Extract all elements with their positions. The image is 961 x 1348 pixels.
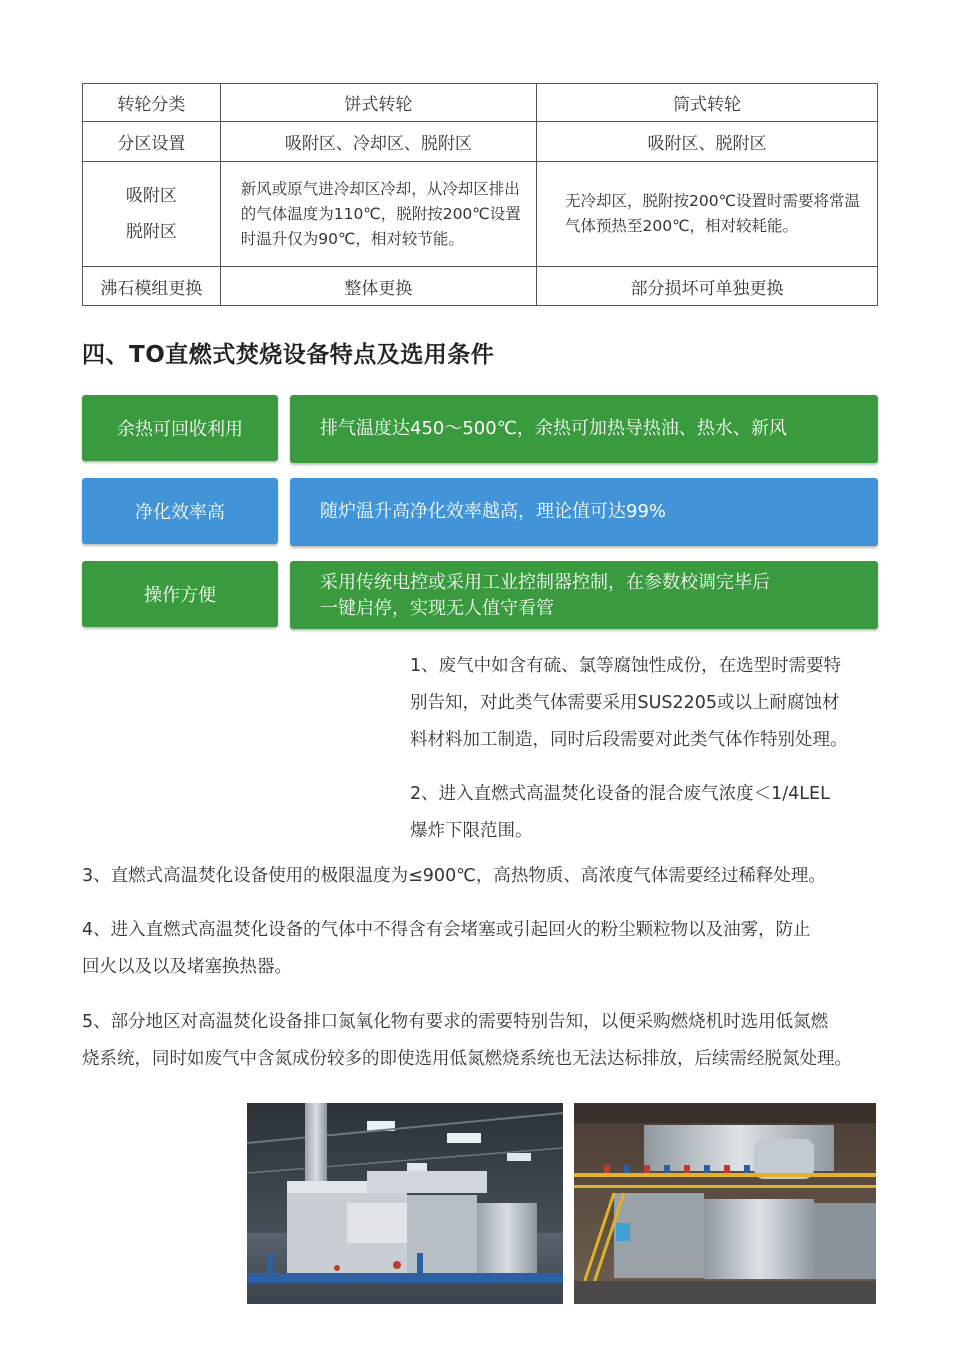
table-cell: 无冷却区，脱附按200℃设置时需要将常温气体预热至200℃，相对较耗能。: [536, 162, 877, 267]
equipment-photo-1: [247, 1103, 563, 1304]
table-header-cell: 饼式转轮: [220, 84, 536, 122]
feature-row: [82, 478, 878, 546]
note-5: [82, 1004, 882, 1078]
desorption-zone-label: 脱附区: [125, 222, 177, 242]
table-cell: 吸附区、冷却区、脱附区: [220, 122, 536, 162]
table-row: [83, 122, 878, 162]
note-line: 2、进入直燃式高温焚化设备的混合废气浓度＜1/4LEL: [410, 784, 830, 804]
table-row: [83, 267, 878, 306]
feature-row: [82, 561, 878, 629]
note-line: 4、进入直燃式高温焚化设备的气体中不得含有会堵塞或引起回火的粉尘颗粒物以及油雾，防止: [82, 920, 811, 940]
note-line: 爆炸下限范围。: [410, 821, 533, 841]
table-row: [83, 84, 878, 122]
note-line: 别告知，对此类气体需要采用SUS2205或以上耐腐蚀材: [410, 693, 840, 713]
note-line: 料材料加工制造，同时后段需要对此类气体作特别处理。: [410, 730, 848, 750]
feature-description: 随炉温升高净化效率越高，理论值可达99%: [290, 478, 878, 546]
note-line: 1、废气中如含有硫、氯等腐蚀性成份，在选型时需要特: [410, 656, 842, 676]
table-cell: 沸石模组更换: [83, 267, 221, 306]
note-3: [82, 858, 882, 895]
feature-label: 净化效率高: [82, 478, 278, 544]
section-title: 四、TO直燃式焚烧设备特点及选用条件: [82, 342, 495, 368]
table-cell: 新风或原气进冷却区冷却，从冷却区排出的气体温度为110℃，脱附按200℃设置时温升仅为90℃，相对较节能。: [220, 162, 536, 267]
equipment-photo-2: [574, 1103, 876, 1304]
table-header-cell: 筒式转轮: [536, 84, 877, 122]
table-row: [83, 162, 878, 267]
table-cell: 吸附区、脱附区: [536, 122, 877, 162]
note-line: 烧系统，同时如废气中含氮成份较多的即使选用低氮燃烧系统也无法达标排放，后续需经脱氮处理。: [82, 1049, 852, 1069]
note-2: [410, 776, 880, 850]
adsorption-zone-label: 吸附区: [125, 186, 177, 206]
feature-label: 余热可回收利用: [82, 395, 278, 461]
table-cell: 部分损坏可单独更换: [536, 267, 877, 306]
feature-description: [290, 561, 878, 629]
rotor-comparison-table: [82, 83, 878, 306]
table-cell: 分区设置: [83, 122, 221, 162]
feature-description-line: 一键启停，实现无人值守看管: [320, 598, 554, 619]
feature-row: [82, 395, 878, 463]
note-1: [410, 648, 880, 759]
feature-label: 操作方便: [82, 561, 278, 627]
note-line: 5、部分地区对高温焚化设备排口氮氧化物有要求的需要特别告知，以便采购燃烧机时选用低氮燃: [82, 1012, 829, 1032]
table-header-cell: 转轮分类: [83, 84, 221, 122]
feature-description: 排气温度达450～500℃，余热可加热导热油、热水、新风: [290, 395, 878, 463]
note-line: 回火以及以及堵塞换热器。: [82, 957, 292, 977]
note-line: 3、直燃式高温焚化设备使用的极限温度为≤900℃，高热物质、高浓度气体需要经过稀释处理。: [82, 866, 826, 886]
feature-description-line: 采用传统电控或采用工业控制器控制，在参数校调完毕后: [320, 572, 770, 593]
note-4: [82, 912, 882, 986]
table-cell: 整体更换: [220, 267, 536, 306]
table-cell: [83, 162, 221, 267]
